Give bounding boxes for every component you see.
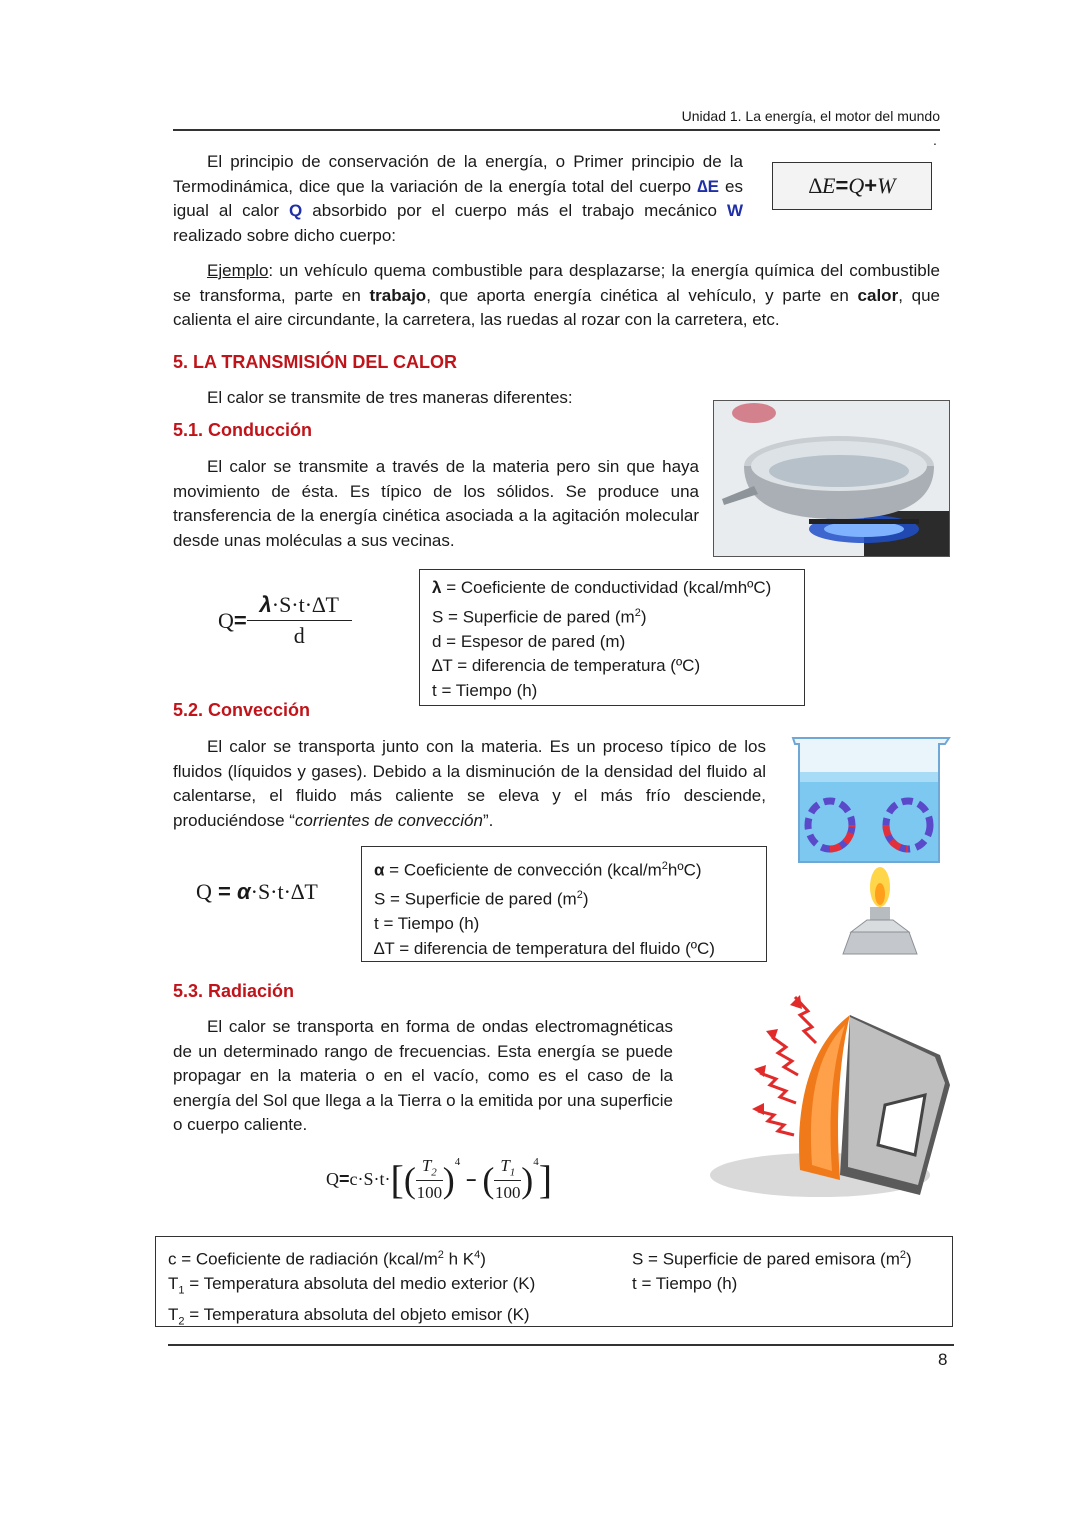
radiation-title: 5.3. Radiación xyxy=(173,981,295,1001)
header-dot: . xyxy=(933,132,937,148)
section-5-intro: El calor se transmite de tres maneras diferentes: xyxy=(207,388,573,407)
conduction-paragraph: El calor se transmite a través de la materia pero sin que haya movimiento de ésta. Es típico de los sólidos. Se produce una transferencia de la energía cinética asociada a la agitación molecular desde unas moléculas a sus vecinas. xyxy=(173,457,699,550)
symbol-w: W xyxy=(726,201,743,220)
conduction-fraction: $\frac{\lambda\cdot S\cdot t\cdot\Delta T}{d}$ xyxy=(247,592,352,649)
radiation-fraction-t2: $\frac{T_2}{100}$ xyxy=(416,1156,443,1203)
symbol-delta-e: ∆E xyxy=(697,176,719,196)
header-title: Unidad 1. La energía, el motor del mundo xyxy=(681,108,940,124)
convection-formula: Q = α·S·t·∆T xyxy=(196,879,318,904)
footer-rule xyxy=(168,1344,954,1346)
radiation-formula: Q = c·S·t· [ ( $\frac{T_2}{100}$ ) $^4$ – ( $\frac{T_1}{100}$ ) $^4$ ] xyxy=(326,1156,553,1203)
convection-title: 5.2. Convección xyxy=(173,700,311,720)
example-paragraph: Ejemplo: un vehículo quema combustible para desplazarse; la energía química del combustible se transforma, parte en trabajo, que aporta energía cinética al vehículo, y parte en calor, que calienta el aire circundante, la carretera, las ruedas al rozar con la carretera, etc. xyxy=(173,261,941,329)
symbol-q: Q xyxy=(289,201,303,220)
energy-formula-box: ∆E = Q + W xyxy=(772,162,932,210)
page-number: 8 xyxy=(938,1350,948,1369)
conduction-title: 5.1. Conducción xyxy=(173,420,313,440)
radiation-paragraph: El calor se transporta en forma de ondas electromagnéticas de un determinado rango de frecuencias. Esta energía se puede propagar en la materia o en el vacío, como es el caso de la energía del Sol que llega a la Tierra o la emitida por una superficie o cuerpo caliente. xyxy=(173,1017,673,1134)
convection-definitions: α = Coeficiente de convección $(kcal/m^2hºC)$ S = Superficie de pared $(m^2)$ t = Tiempo (h) ∆T = diferencia de temperatura del fluido (ºC) xyxy=(361,846,767,962)
hot-iron-image xyxy=(700,985,952,1200)
header-rule xyxy=(173,129,940,131)
radiation-fraction-t1: $\frac{T_1}{100}$ xyxy=(495,1156,521,1203)
conduction-formula: Q = $\frac{\lambda\cdot S\cdot t\cdot\Delta T}{d}$ xyxy=(218,592,352,649)
example-label: Ejemplo xyxy=(207,261,269,280)
intro-paragraph: El principio de conservación de la energía, o Primer principio de la Termodinámica, dice que la variación de la energía total del cuerpo ∆E es igual al calor Q absorbido por el cuerpo más el trabajo mecánico W realizado sobre dicho cuerpo: xyxy=(173,152,743,245)
pan-on-stove-image xyxy=(713,400,950,557)
page-header xyxy=(173,108,940,130)
conduction-definitions: λ = Coeficiente de conductividad (kcal/mhºC) S = Superficie de pared $(m^2)$ d = Espesor de pared (m) ∆T = diferencia de temperatura (ºC) t = Tiempo (h) xyxy=(419,569,805,706)
radiation-definitions: c = Coeficiente de radiación ($kcal/m^2$ h $K^4$) $T_1$ = Temperatura absoluta del medio exterior (K) $T_2$ = Temperatura absoluta del objeto emisor (K) S = Superficie de pared emisora $(m^2)$ t = Tiempo (h) xyxy=(155,1236,953,1327)
section-5-title: 5. LA TRANSMISIÓN DEL CALOR xyxy=(173,352,458,372)
convection-paragraph: El calor se transporta junto con la materia. Es un proceso típico de los fluidos (líquidos y gases). Debido a la disminución de la densidad del fluido al calentarse, el fluido más caliente se eleva y el más frío desciende, produciéndose “corrientes de convección”. xyxy=(173,737,766,830)
convection-beaker-image xyxy=(785,732,957,964)
